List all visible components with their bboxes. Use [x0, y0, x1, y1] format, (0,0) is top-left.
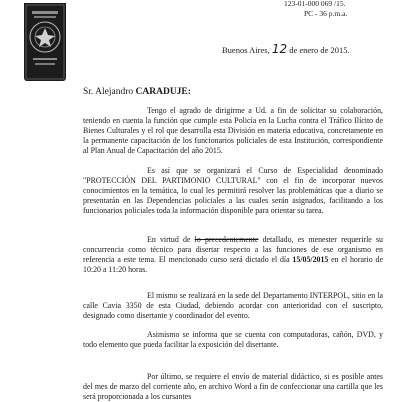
- paragraph-2-text: Es así que se organizará el Curso de Especialidad denominado "PROTECCIÓN DEL PARTIMONIO CULTURAL" con el fin de incorporar nuevos conocimientos en la temática, lo cual les permitirá resolver las problemáticas que a diario se presentarán en las Dependencias policiales a las cuales serán asignados, facilitando a los funcionarios policiales toda la información disponible para orientar su tarea.: [83, 166, 383, 215]
- date-day: 12: [271, 42, 288, 56]
- paragraph-5-text: Asimismo se informa que se cuenta con computadoras, cañón, DVD, y todo elemento que pueda facilitar la exposición del disertante.: [83, 330, 383, 349]
- paragraph-3-text-c: en el horario de 10:20 a 11:20 horas.: [83, 255, 383, 274]
- paragraph-6-text: Por último, se requiere el envío de material didáctico, si es posible antes del mes de marzo del corriente año, en archivo Word a fin de confeccionar una cartilla que les será proporcionada a los cursantes: [83, 372, 383, 401]
- addressee-prefix: Sr. Alejandro: [83, 87, 136, 97]
- addressee-name: CARADUJE:: [135, 87, 191, 97]
- course-date: 15/05/2015: [292, 255, 329, 264]
- paragraph-1-text: Tengo el agrado de dirigirme a Ud. a fin de solicitar su colaboración, teniendo en cuenta la función que cumple esta Policía en la Lucha contra el Tráfico Ilícito de Bienes Culturales y el rol que desarrolla esta División en materia educativa, concretamente en la permanente capacitación de los funcionarios policiales de esta Institución, correspondiente al Plan Anual de Capacitación del año 2015.: [83, 106, 383, 155]
- paragraph-4-text: El mismo se realizará en la sede del Departamento INTERPOL, sitio en la calle Cavia 3350 de esta Ciudad, debiendo acordar con anterioridad con el suscripto, designado como disertante y coordinador del evento.: [83, 291, 383, 320]
- paragraph-5: [83, 330, 383, 350]
- date-prefix: Buenos Aires,: [222, 45, 270, 55]
- paragraph-4: [83, 291, 383, 321]
- paragraph-3-text-b: detallado, es menester requerirle su concurrencia como técnico para disertar respecto a las funciones de ese organismo en referencia a este tema. El mencionado curso será dictado el día: [83, 235, 383, 264]
- paragraph-2: [83, 166, 383, 216]
- paragraph-1: [83, 106, 383, 156]
- paragraph-3-strikethrough: lo precedentemente: [194, 235, 259, 244]
- reference-code: PC - 36 p.m.a.: [304, 9, 348, 18]
- letter-date: [222, 42, 350, 56]
- paragraph-6: [83, 372, 383, 402]
- paragraph-3: [83, 235, 383, 275]
- police-seal-logo: [24, 3, 66, 81]
- reference-number: 123-01-000 069 /15.: [284, 0, 346, 8]
- paragraph-3-text-a: En virtud de: [147, 235, 195, 244]
- date-suffix: de enero de 2015.: [289, 45, 350, 55]
- addressee: [83, 87, 191, 97]
